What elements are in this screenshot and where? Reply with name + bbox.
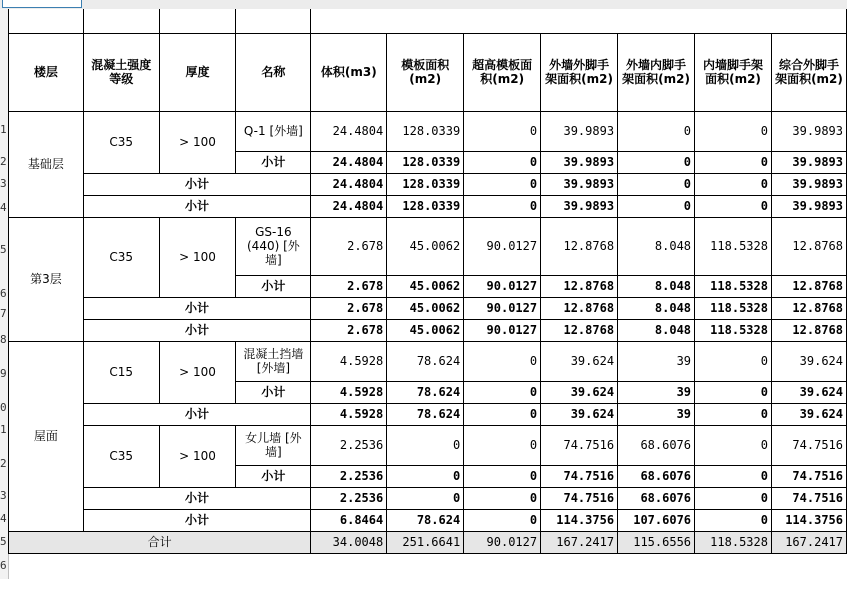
value-cell[interactable]: 0 <box>464 195 541 217</box>
value-cell[interactable]: 39.9893 <box>771 195 846 217</box>
row-number[interactable]: 1 <box>0 424 7 436</box>
thickness-cell[interactable]: > 100 <box>159 425 236 487</box>
value-cell[interactable]: 128.0339 <box>387 151 464 173</box>
header-cell-blank[interactable] <box>9 9 84 33</box>
subtotal-label-cell[interactable]: 小计 <box>83 173 311 195</box>
grade-cell[interactable]: C35 <box>83 217 159 297</box>
value-cell[interactable]: 12.8768 <box>771 217 846 275</box>
selected-cell-indicator[interactable] <box>2 0 82 8</box>
value-cell[interactable]: 114.3756 <box>541 509 618 531</box>
value-cell[interactable]: 2.2536 <box>311 425 387 465</box>
value-cell[interactable]: 4.5928 <box>311 381 387 403</box>
value-cell[interactable]: 90.0127 <box>464 297 541 319</box>
value-cell[interactable]: 0 <box>695 151 772 173</box>
value-cell[interactable]: 0 <box>464 381 541 403</box>
value-cell[interactable]: 74.7516 <box>541 425 618 465</box>
value-cell[interactable]: 0 <box>618 195 695 217</box>
thickness-cell[interactable]: > 100 <box>159 217 236 297</box>
value-cell[interactable]: 39.9893 <box>771 173 846 195</box>
value-cell[interactable]: 90.0127 <box>464 217 541 275</box>
value-cell[interactable]: 167.2417 <box>771 531 846 553</box>
value-cell[interactable]: 12.8768 <box>541 319 618 341</box>
value-cell[interactable]: 74.7516 <box>771 465 846 487</box>
grade-cell[interactable]: C35 <box>83 425 159 487</box>
value-cell[interactable]: 39.624 <box>541 341 618 381</box>
table-row <box>9 319 847 341</box>
header-int-wall-scaffold[interactable]: 内墙脚手架面积(m2) <box>695 33 772 111</box>
value-cell[interactable]: 0 <box>464 151 541 173</box>
value-cell[interactable]: 2.678 <box>311 297 387 319</box>
floor-cell[interactable]: 屋面 <box>9 341 84 531</box>
value-cell[interactable]: 12.8768 <box>771 297 846 319</box>
value-cell[interactable]: 68.6076 <box>618 465 695 487</box>
value-cell[interactable]: 0 <box>695 381 772 403</box>
value-cell[interactable]: 0 <box>464 403 541 425</box>
value-cell[interactable]: 0 <box>464 465 541 487</box>
value-cell[interactable]: 34.0048 <box>311 531 387 553</box>
value-cell[interactable]: 0 <box>464 111 541 151</box>
value-cell[interactable]: 39 <box>618 381 695 403</box>
row-number[interactable]: 7 <box>0 308 7 320</box>
value-cell[interactable]: 2.2536 <box>311 465 387 487</box>
table-row <box>9 297 847 319</box>
value-cell[interactable]: 167.2417 <box>541 531 618 553</box>
value-cell[interactable]: 39.9893 <box>541 151 618 173</box>
row-number[interactable]: 4 <box>0 202 7 214</box>
value-cell[interactable]: 68.6076 <box>618 425 695 465</box>
floor-cell[interactable]: 第3层 <box>9 217 84 341</box>
value-cell[interactable]: 12.8768 <box>541 275 618 297</box>
value-cell[interactable]: 8.048 <box>618 297 695 319</box>
value-cell[interactable]: 39.9893 <box>541 111 618 151</box>
value-cell[interactable]: 39.624 <box>771 403 846 425</box>
value-cell[interactable]: 0 <box>464 425 541 465</box>
value-cell[interactable]: 45.0062 <box>387 297 464 319</box>
row-number[interactable]: 6 <box>0 560 7 572</box>
value-cell[interactable]: 0 <box>695 173 772 195</box>
value-cell[interactable]: 0 <box>695 111 772 151</box>
value-cell[interactable]: 24.4804 <box>311 151 387 173</box>
value-cell[interactable]: 0 <box>464 487 541 509</box>
value-cell[interactable]: 107.6076 <box>618 509 695 531</box>
value-cell[interactable]: 45.0062 <box>387 319 464 341</box>
value-cell[interactable]: 74.7516 <box>771 425 846 465</box>
row-number[interactable]: 6 <box>0 288 7 300</box>
thickness-cell[interactable]: > 100 <box>159 341 236 403</box>
value-cell[interactable]: 0 <box>618 173 695 195</box>
thickness-cell[interactable]: > 100 <box>159 111 236 173</box>
row-number[interactable]: 5 <box>0 536 7 548</box>
value-cell[interactable]: 128.0339 <box>387 111 464 151</box>
table-row <box>9 403 847 425</box>
header-name[interactable]: 名称 <box>236 33 311 111</box>
subtotal-label-cell[interactable]: 小计 <box>236 381 311 403</box>
table-row <box>9 217 847 275</box>
row-number[interactable]: 5 <box>0 244 7 256</box>
value-cell[interactable]: 39 <box>618 341 695 381</box>
grand-total-label-cell[interactable]: 合计 <box>9 531 311 553</box>
grand-total-row <box>9 531 847 553</box>
value-cell[interactable]: 24.4804 <box>311 195 387 217</box>
value-cell[interactable]: 90.0127 <box>464 531 541 553</box>
value-cell[interactable]: 2.678 <box>311 275 387 297</box>
value-cell[interactable]: 90.0127 <box>464 319 541 341</box>
value-cell[interactable]: 115.6556 <box>618 531 695 553</box>
value-cell[interactable]: 6.8464 <box>311 509 387 531</box>
header-floor[interactable]: 楼层 <box>9 33 84 111</box>
row-number[interactable]: 3 <box>0 490 7 502</box>
value-cell[interactable]: 8.048 <box>618 319 695 341</box>
value-cell[interactable]: 12.8768 <box>771 275 846 297</box>
component-name-cell[interactable]: GS-16 (440) [外墙] <box>236 217 311 275</box>
value-cell[interactable]: 0 <box>387 425 464 465</box>
value-cell[interactable]: 2.678 <box>311 319 387 341</box>
value-cell[interactable]: 118.5328 <box>695 319 772 341</box>
value-cell[interactable]: 0 <box>387 487 464 509</box>
subtotal-label-cell[interactable]: 小计 <box>83 319 311 341</box>
value-cell[interactable]: 12.8768 <box>541 297 618 319</box>
value-cell[interactable]: 39.9893 <box>771 111 846 151</box>
value-cell[interactable]: 4.5928 <box>311 341 387 381</box>
value-cell[interactable]: 0 <box>464 173 541 195</box>
value-cell[interactable]: 0 <box>695 509 772 531</box>
row-number[interactable]: 9 <box>0 368 7 380</box>
value-cell[interactable]: 68.6076 <box>618 487 695 509</box>
value-cell[interactable]: 0 <box>618 111 695 151</box>
header-cell-blank[interactable] <box>83 9 159 33</box>
value-cell[interactable]: 78.624 <box>387 341 464 381</box>
value-cell[interactable]: 39.624 <box>541 381 618 403</box>
value-cell[interactable]: 39.624 <box>771 341 846 381</box>
floor-cell[interactable]: 基础层 <box>9 111 84 217</box>
header-row-top <box>9 9 847 33</box>
value-cell[interactable]: 8.048 <box>618 217 695 275</box>
value-cell[interactable]: 0 <box>695 195 772 217</box>
value-cell[interactable]: 74.7516 <box>541 487 618 509</box>
header-high-formwork-area[interactable]: 超高模板面积(m2) <box>464 33 541 111</box>
value-cell[interactable]: 39.9893 <box>541 195 618 217</box>
value-cell[interactable]: 0 <box>464 509 541 531</box>
header-comprehensive-scaffold[interactable]: 综合外脚手架面积(m2) <box>771 33 846 111</box>
header-thickness[interactable]: 厚度 <box>159 33 236 111</box>
value-cell[interactable]: 2.2536 <box>311 487 387 509</box>
subtotal-label-cell[interactable]: 小计 <box>236 465 311 487</box>
table-row <box>9 111 847 151</box>
subtotal-label-cell[interactable]: 小计 <box>83 403 311 425</box>
value-cell[interactable]: 8.048 <box>618 275 695 297</box>
value-cell[interactable]: 39.624 <box>541 403 618 425</box>
value-cell[interactable]: 4.5928 <box>311 403 387 425</box>
value-cell[interactable]: 128.0339 <box>387 173 464 195</box>
row-number[interactable]: 2 <box>0 156 7 168</box>
value-cell[interactable]: 12.8768 <box>771 319 846 341</box>
value-cell[interactable]: 39.624 <box>771 381 846 403</box>
value-cell[interactable]: 45.0062 <box>387 217 464 275</box>
header-formwork-area[interactable]: 模板面积(m2) <box>387 33 464 111</box>
value-cell[interactable]: 114.3756 <box>771 509 846 531</box>
value-cell[interactable]: 0 <box>695 403 772 425</box>
value-cell[interactable]: 0 <box>695 425 772 465</box>
header-ext-wall-inner-scaffold[interactable]: 外墙内脚手架面积(m2) <box>618 33 695 111</box>
value-cell[interactable]: 45.0062 <box>387 275 464 297</box>
row-number[interactable]: 0 <box>0 402 7 414</box>
value-cell[interactable]: 118.5328 <box>695 531 772 553</box>
header-concrete-grade[interactable]: 混凝土强度等级 <box>83 33 159 111</box>
value-cell[interactable]: 128.0339 <box>387 195 464 217</box>
subtotal-label-cell[interactable]: 小计 <box>83 195 311 217</box>
subtotal-label-cell[interactable]: 小计 <box>236 151 311 173</box>
value-cell[interactable]: 0 <box>618 151 695 173</box>
value-cell[interactable]: 39.9893 <box>541 173 618 195</box>
header-row <box>9 33 847 111</box>
component-name-cell[interactable]: 女儿墙 [外墙] <box>236 425 311 465</box>
value-cell[interactable]: 2.678 <box>311 217 387 275</box>
value-cell[interactable]: 24.4804 <box>311 173 387 195</box>
row-number[interactable]: 3 <box>0 178 7 190</box>
row-number[interactable]: 2 <box>0 458 7 470</box>
row-number[interactable]: 4 <box>0 513 7 525</box>
value-cell[interactable]: 118.5328 <box>695 297 772 319</box>
value-cell[interactable]: 0 <box>387 465 464 487</box>
value-cell[interactable]: 0 <box>464 341 541 381</box>
value-cell[interactable]: 74.7516 <box>771 487 846 509</box>
value-cell[interactable]: 251.6641 <box>387 531 464 553</box>
grade-cell[interactable]: C15 <box>83 341 159 403</box>
value-cell[interactable]: 78.624 <box>387 509 464 531</box>
value-cell[interactable]: 118.5328 <box>695 217 772 275</box>
component-name-cell[interactable]: Q-1 [外墙] <box>236 111 311 151</box>
subtotal-label-cell[interactable]: 小计 <box>83 509 311 531</box>
value-cell[interactable]: 74.7516 <box>541 465 618 487</box>
subtotal-label-cell[interactable]: 小计 <box>236 275 311 297</box>
value-cell[interactable]: 0 <box>695 341 772 381</box>
value-cell[interactable]: 118.5328 <box>695 275 772 297</box>
header-cell-blank[interactable] <box>159 9 236 33</box>
value-cell[interactable]: 90.0127 <box>464 275 541 297</box>
value-cell[interactable]: 0 <box>695 465 772 487</box>
value-cell[interactable]: 12.8768 <box>541 217 618 275</box>
row-number[interactable]: 1 <box>0 124 7 136</box>
table-row <box>9 487 847 509</box>
value-cell[interactable]: 78.624 <box>387 381 464 403</box>
table-row <box>9 341 847 381</box>
header-cell-blank[interactable] <box>236 9 311 33</box>
header-ext-wall-outer-scaffold[interactable]: 外墙外脚手架面积(m2) <box>541 33 618 111</box>
table-row <box>9 195 847 217</box>
grade-cell[interactable]: C35 <box>83 111 159 173</box>
value-cell[interactable]: 39 <box>618 403 695 425</box>
subtotal-label-cell[interactable]: 小计 <box>83 487 311 509</box>
subtotal-label-cell[interactable]: 小计 <box>83 297 311 319</box>
value-cell[interactable]: 78.624 <box>387 403 464 425</box>
value-cell[interactable]: 0 <box>695 487 772 509</box>
component-name-cell[interactable]: 混凝土挡墙 [外墙] <box>236 341 311 381</box>
header-volume[interactable]: 体积(m3) <box>311 33 387 111</box>
value-cell[interactable]: 24.4804 <box>311 111 387 151</box>
value-cell[interactable]: 39.9893 <box>771 151 846 173</box>
table-row <box>9 173 847 195</box>
header-cell-blank[interactable] <box>311 9 847 33</box>
row-number[interactable]: 8 <box>0 334 7 346</box>
table-row <box>9 425 847 465</box>
table-row <box>9 509 847 531</box>
quantity-report-table <box>8 9 847 554</box>
